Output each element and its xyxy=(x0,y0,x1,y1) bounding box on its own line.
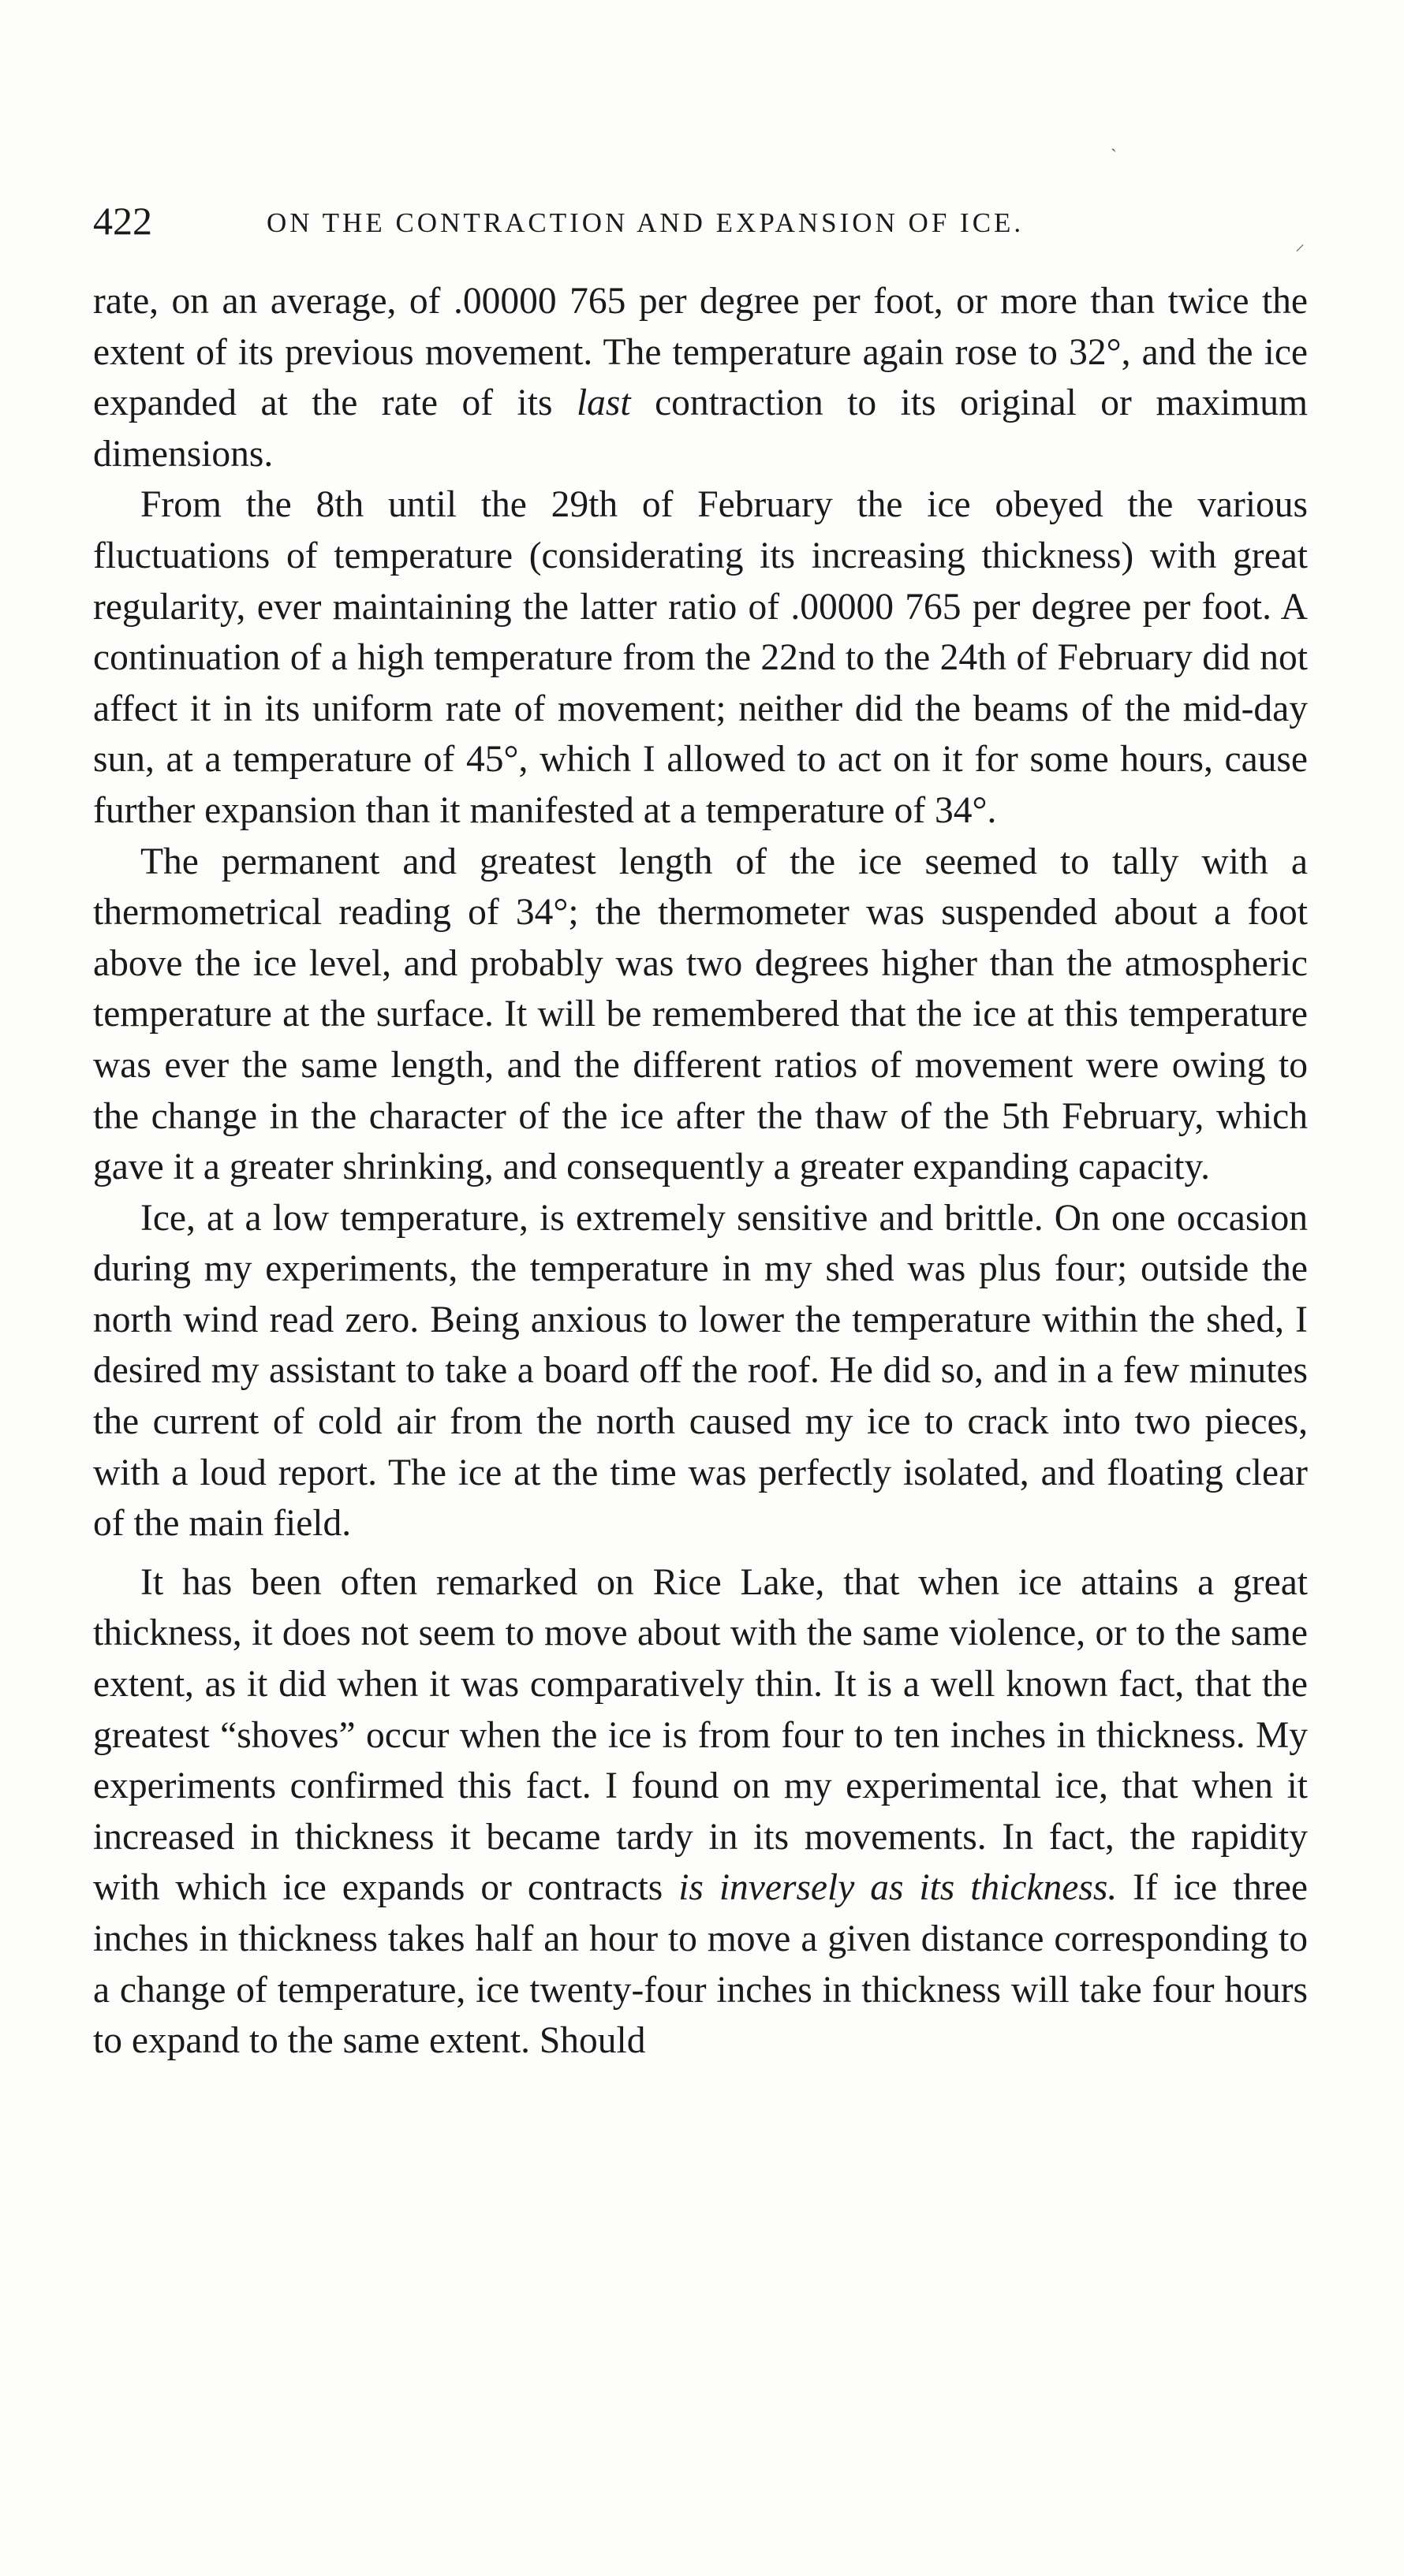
paragraph-5-part-1: It has been often remarked on Rice Lake, that when ice attains a great thickness, it does not seem to move about with the same violence, or to the same extent, as it did when it was comparatively thin. It is a well known fact, that the greatest “shoves” occur when the ice is from four to ten inches in thickness. My experiments confirmed this fact. I found on my experimental ice, that when it increased in thickness it became tardy in its movements. In fact, the rapidity with which ice expands or contracts xyxy=(93,1561,1308,1909)
paragraph-1-part-3: contraction to its original or maximum dimensions. xyxy=(93,382,1308,475)
paragraph-1-part-1: rate, on an average, of .00000 765 per degree per foot, or more than twice the extent of its previous movement. The temperature again rose to 32°, and the ice expanded at the rate of its xyxy=(93,281,1308,424)
paragraph-5-italic-phrase: is inversely as its thickness. xyxy=(678,1867,1118,1909)
page-header xyxy=(93,197,1308,252)
paragraph-5 xyxy=(93,1557,1308,2067)
paragraph-1 xyxy=(93,276,1308,479)
stray-mark-top: ˋ xyxy=(1111,147,1117,167)
running-title: ON THE CONTRACTION AND EXPANSION OF ICE. xyxy=(267,207,1025,238)
paragraph-1-italic-last: last xyxy=(576,382,631,424)
paragraph-5-part-3: If ice three inches in thickness takes half an hour to move a given distance corresponding to a change of temperature, ice twenty-four inches in thickness will take four hours to expand to the same extent. Should xyxy=(93,1867,1308,2062)
paragraph-4: Ice, at a low temperature, is extremely sensitive and brittle. On one occasion during my experiments, the temperature in my shed was plus four; outside the north wind read zero. Being anxious to lower the temperature within the shed, I desired my assistant to take a board off the roof. He did so, and in a few minutes the current of cold air from the north caused my ice to crack into two pieces, with a loud report. The ice at the time was perfectly isolated, and floating clear of the main field. xyxy=(93,1197,1308,1545)
page-number: 422 xyxy=(93,199,152,243)
stray-mark-margin: ⸝ xyxy=(1295,234,1305,255)
paragraph-2: From the 8th until the 29th of February the ice obeyed the various fluctuations of temperature (considerating its increasing thickness) with great regularity, ever maintaining the latter ratio of .00000 765 per degree per foot. A continuation of a high temperature from the 22nd to the 24th of February did not affect it in its uniform rate of movement; neither did the beams of the mid-day sun, at a temperature of 45°, which I allowed to act on it for some hours, cause further expansion than it manifested at a temperature of 34°. xyxy=(93,484,1308,831)
paragraph-3: The permanent and greatest length of the ice seemed to tally with a thermometrical reading of 34°; the thermometer was suspended about a foot above the ice level, and probably was two degrees higher than the atmospheric temperature at the surface. It will be remembered that the ice at this temperature was ever the same length, and the different ratios of movement were owing to the change in the character of the ice after the thaw of the 5th February, which gave it a greater shrinking, and consequently a greater expanding capacity. xyxy=(93,841,1308,1188)
body-text xyxy=(93,276,1308,2067)
